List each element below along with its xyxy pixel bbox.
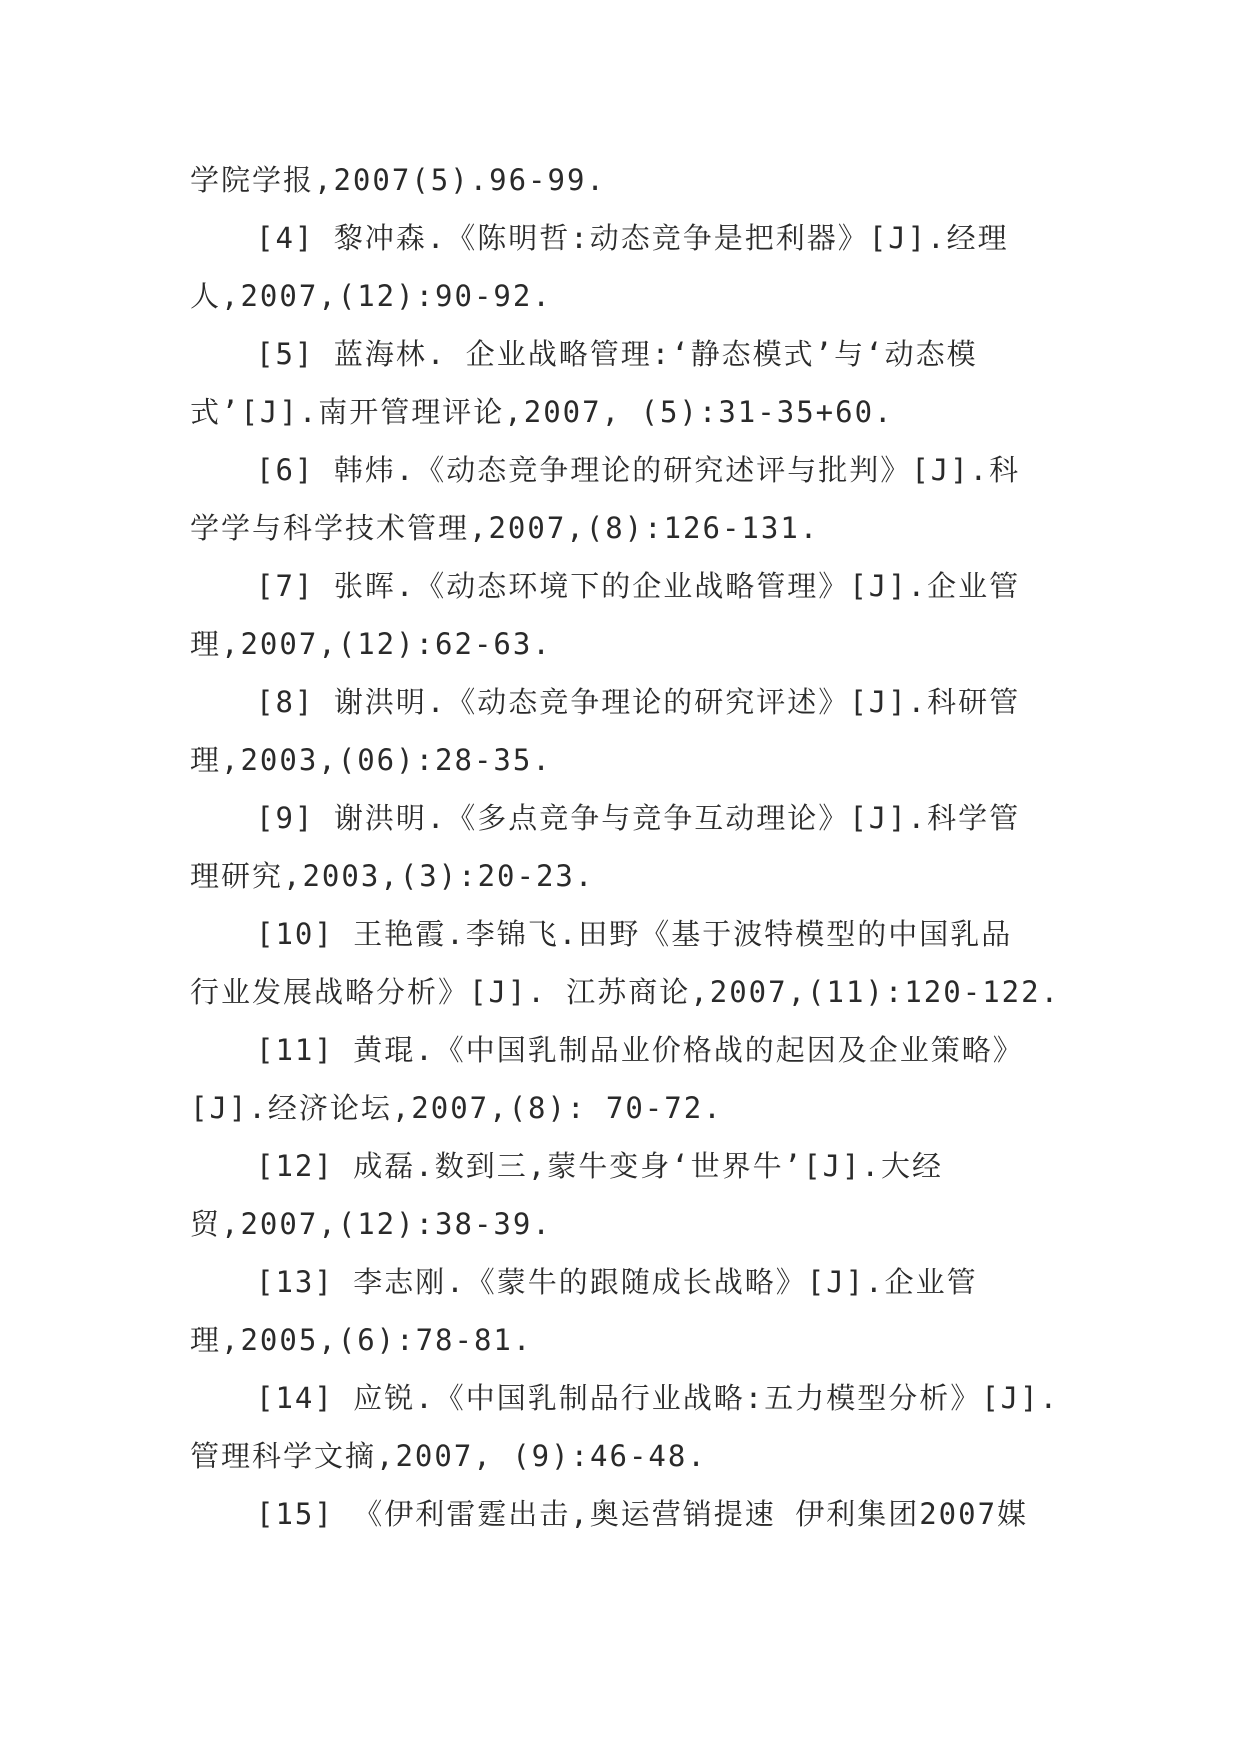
reference-12: [190, 1146, 1050, 1262]
reference-15: [190, 1494, 1050, 1552]
reference-line: [7] 张晖.《动态环境下的企业战略管理》[J].企业管: [256, 569, 1021, 603]
reference-line: 行业发展战略分析》[J]. 江苏商论,2007,(11):120-122.: [190, 975, 1061, 1009]
reference-continuation: [190, 160, 1050, 218]
reference-8: [190, 682, 1050, 798]
reference-line: [8] 谢洪明.《动态竞争理论的研究评述》[J].科研管: [256, 685, 1021, 719]
reference-line: [9] 谢洪明.《多点竞争与竞争互动理论》[J].科学管: [256, 801, 1021, 835]
reference-line: 理,2005,(6):78-81.: [190, 1323, 533, 1357]
references-list: [190, 160, 1061, 1552]
reference-line: [5] 蓝海林. 企业战略管理:‘静态模式’与‘动态模: [256, 337, 978, 371]
reference-line: 管理科学文摘,2007, (9):46-48.: [190, 1439, 707, 1473]
reference-line: 理研究,2003,(3):20-23.: [190, 859, 595, 893]
reference-10: [190, 914, 1061, 1030]
reference-line: [13] 李志刚.《蒙牛的跟随成长战略》[J].企业管: [256, 1265, 978, 1299]
reference-4: [190, 218, 1050, 334]
reference-line: 学学与科学技术管理,2007,(8):126-131.: [190, 511, 820, 545]
reference-6: [190, 450, 1050, 566]
reference-line: [J].经济论坛,2007,(8): 70-72.: [190, 1091, 723, 1125]
reference-line: [4] 黎冲森.《陈明哲:动态竞争是把利器》[J].经理: [256, 221, 1009, 255]
reference-line: 人,2007,(12):90-92.: [190, 279, 552, 313]
reference-7: [190, 566, 1050, 682]
reference-line: [6] 韩炜.《动态竞争理论的研究述评与批判》[J].科: [256, 453, 1021, 487]
reference-line: 理,2007,(12):62-63.: [190, 627, 552, 661]
reference-5: [190, 334, 1050, 450]
reference-line: [12] 成磊.数到三,蒙牛变身‘世界牛’[J].大经: [256, 1149, 943, 1183]
reference-9: [190, 798, 1050, 914]
reference-line: 理,2003,(06):28-35.: [190, 743, 552, 777]
reference-line: 学院学报,2007(5).96-99.: [190, 163, 606, 197]
reference-14: [190, 1378, 1060, 1494]
reference-line: 贸,2007,(12):38-39.: [190, 1207, 552, 1241]
reference-line: 式’[J].南开管理评论,2007, (5):31-35+60.: [190, 395, 894, 429]
reference-line: [15] 《伊利雷霆出击,奥运营销提速 伊利集团2007媒: [256, 1497, 1029, 1531]
reference-line: [11] 黄琨.《中国乳制品业价格战的起因及企业策略》: [256, 1033, 1024, 1067]
reference-line: [14] 应锐.《中国乳制品行业战略:五力模型分析》[J].: [256, 1381, 1060, 1415]
reference-13: [190, 1262, 1050, 1378]
reference-line: [10] 王艳霞.李锦飞.田野《基于波特模型的中国乳品: [256, 917, 1013, 951]
reference-11: [190, 1030, 1050, 1146]
